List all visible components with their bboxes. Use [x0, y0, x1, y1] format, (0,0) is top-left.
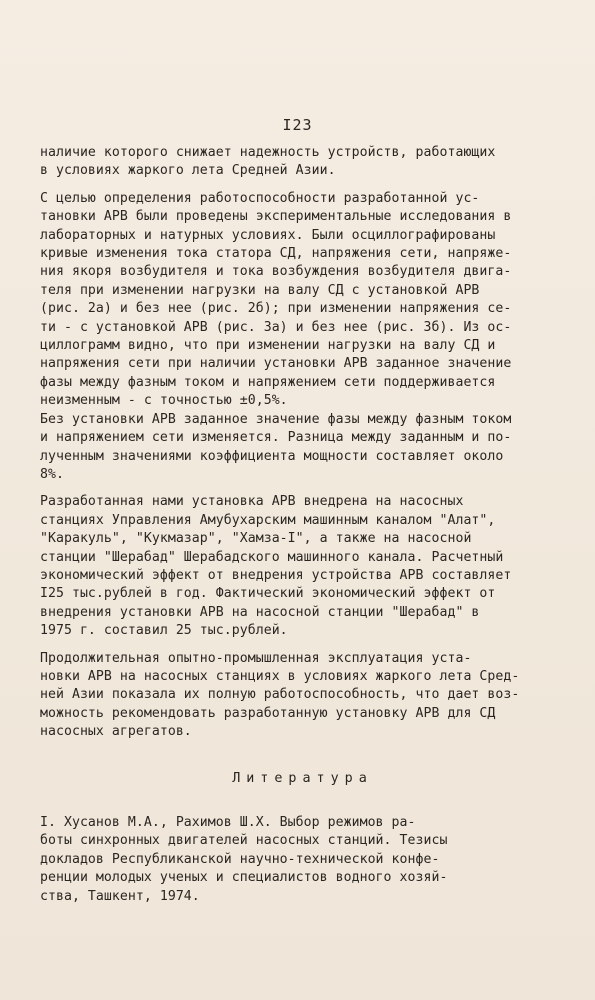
- text-line: кривые изменения тока статора СД, напряжения сети, напряже-: [40, 246, 512, 262]
- text-line: экономический эффект от внедрения устройства АРВ составляет: [40, 567, 512, 583]
- text-line: 8%.: [40, 466, 64, 482]
- text-line: боты синхронных двигателей насосных станций. Тезисы: [40, 833, 448, 849]
- text-line: ства, Ташкент, 1974.: [40, 888, 200, 904]
- paragraphs: [40, 144, 565, 742]
- text-line: С целью определения работоспособности разработанной ус-: [40, 190, 480, 206]
- text-line: и напряжением сети изменяется. Разница между заданным и по-: [40, 430, 512, 446]
- text-line: наличие которого снижает надежность устройств, работающих: [40, 145, 496, 160]
- text-line: Продолжительная опытно-промышленная эксплуатация уста-: [40, 650, 472, 666]
- text-line: тановки АРВ были проведены экспериментальные исследования в: [40, 209, 512, 225]
- page-number: I23: [282, 116, 313, 134]
- text-line: Разработанная нами установка АРВ внедрена на насосных: [40, 494, 464, 510]
- text-line: "Каракуль", "Кукмазар", "Хамза-I", а также на насосной: [40, 531, 472, 547]
- text-line: (рис. 2а) и без нее (рис. 2б); при изменении напряжения се-: [40, 301, 512, 317]
- paragraph: [40, 650, 565, 742]
- reference-item: [40, 814, 565, 906]
- text-line: станции "Шерабад" Шерабадского машинного канала. Расчетный: [40, 549, 504, 565]
- text-line: лабораторных и натурных условиях. Были осциллографированы: [40, 227, 496, 243]
- paragraph-gap: [40, 484, 565, 493]
- paragraph: [40, 144, 565, 181]
- paragraph: [40, 190, 565, 485]
- text-line: I25 тыс.рублей в год. Фактический экономический эффект от: [40, 586, 496, 602]
- references-heading: Литература: [232, 770, 373, 786]
- text-line: можность рекомендовать разработанную установку АРВ для СД: [40, 705, 496, 721]
- text-line: неизменным - с точностью ±0,5%.: [40, 393, 288, 409]
- text-line: I. Хусанов М.А., Рахимов Ш.Х. Выбор режимов ра-: [40, 815, 416, 830]
- text-line: циллограмм видно, что при изменении нагрузки на валу СД и: [40, 338, 496, 354]
- paragraph-gap: [40, 181, 565, 190]
- text-line: ти - с установкой АРВ (рис. 3а) и без нее (рис. 3б). Из ос-: [40, 319, 512, 335]
- text-line: докладов Республиканской научно-технической конфе-: [40, 851, 440, 867]
- text-line: ния якоря возбудителя и тока возбуждения возбудителя двига-: [40, 264, 512, 280]
- text-line: 1975 г. составил 25 тыс.рублей.: [40, 623, 288, 639]
- text-line: станциях Управления Амубухарским машинным каналом "Алат",: [40, 512, 496, 528]
- document-body: [40, 144, 565, 906]
- text-line: ней Азии показала их полную работоспособность, что дает воз-: [40, 687, 520, 703]
- text-line: ренции молодых ученых и специалистов водного хозяй-: [40, 870, 448, 886]
- text-line: в условиях жаркого лета Средней Азии.: [40, 163, 336, 179]
- text-line: новки АРВ на насосных станциях в условиях жаркого лета Сред-: [40, 668, 520, 684]
- text-line: напряжения сети при наличии установки АРВ заданное значение: [40, 356, 512, 372]
- text-line: теля при изменении нагрузки на валу СД с установкой АРВ: [40, 282, 480, 298]
- text-line: лученным значениями коэффициента мощности составляет около: [40, 448, 504, 464]
- paragraph: [40, 493, 565, 640]
- paragraph-gap: [40, 641, 565, 650]
- references-list: [40, 814, 565, 906]
- text-line: насосных агрегатов.: [40, 724, 192, 740]
- text-line: Без установки АРВ заданное значение фазы между фазным током: [40, 411, 512, 427]
- text-line: внедрения установки АРВ на насосной станции "Шерабад" в: [40, 604, 480, 620]
- text-line: фазы между фазным током и напряжением сети поддерживается: [40, 374, 496, 390]
